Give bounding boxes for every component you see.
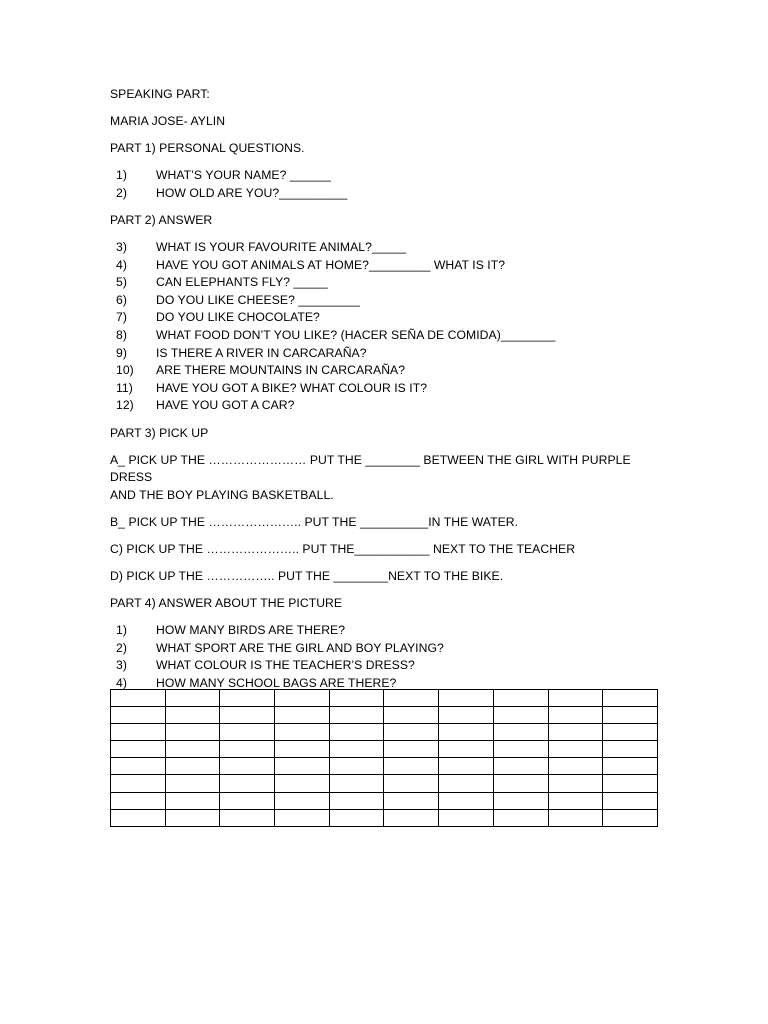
question-number: 4) xyxy=(116,676,127,691)
question-item xyxy=(110,309,670,327)
question-text: HOW OLD ARE YOU?__________ xyxy=(156,185,348,200)
grid-cell xyxy=(493,758,548,775)
grid-row xyxy=(111,792,658,809)
question-text: DO YOU LIKE CHOCOLATE? xyxy=(156,310,320,325)
grid-cell xyxy=(384,690,439,707)
grid-cell xyxy=(548,707,603,724)
grid-cell xyxy=(111,792,166,809)
grid-cell xyxy=(329,724,384,741)
grid-cell xyxy=(603,758,658,775)
grid-cell xyxy=(165,724,220,741)
grid-cell xyxy=(603,724,658,741)
grid-cell xyxy=(165,775,220,792)
question-number: 11) xyxy=(116,380,133,395)
question-number: 2) xyxy=(116,185,127,200)
grid-cell xyxy=(548,792,603,809)
grid-cell xyxy=(111,809,166,826)
question-text: WHAT COLOUR IS THE TEACHER’S DRESS? xyxy=(156,658,415,673)
question-number: 1) xyxy=(116,623,127,638)
question-number: 6) xyxy=(116,292,127,307)
grid-cell xyxy=(329,792,384,809)
grid-cell xyxy=(384,724,439,741)
question-item xyxy=(110,239,670,257)
grid-cell xyxy=(493,690,548,707)
grid-cell xyxy=(548,741,603,758)
grid-cell xyxy=(220,775,275,792)
grid-cell xyxy=(165,758,220,775)
grid-cell xyxy=(384,809,439,826)
question-item xyxy=(110,327,670,345)
grid-cell xyxy=(275,724,330,741)
question-number: 5) xyxy=(116,275,127,290)
question-text: WHAT SPORT ARE THE GIRL AND BOY PLAYING? xyxy=(156,640,444,655)
grid-cell xyxy=(275,690,330,707)
question-number: 8) xyxy=(116,328,127,343)
part4-list xyxy=(110,622,670,692)
question-item xyxy=(110,657,670,675)
grid-cell xyxy=(111,707,166,724)
pickup-instruction-d: D) PICK UP THE …………….. PUT THE ________NEXT TO THE BIKE. xyxy=(110,569,504,584)
grid-cell xyxy=(603,775,658,792)
question-item xyxy=(110,167,670,185)
grid-cell xyxy=(275,792,330,809)
question-item xyxy=(110,622,670,640)
grid-cell xyxy=(548,758,603,775)
grid-row xyxy=(111,809,658,826)
grid-cell xyxy=(548,809,603,826)
grid-cell xyxy=(439,741,494,758)
document-page xyxy=(110,86,670,702)
part2-heading: PART 2) ANSWER xyxy=(110,212,213,227)
question-text: HAVE YOU GOT A CAR? xyxy=(156,398,295,413)
question-number: 7) xyxy=(116,310,127,325)
question-text: HOW MANY BIRDS ARE THERE? xyxy=(156,623,346,638)
grid-cell xyxy=(275,758,330,775)
grid-cell xyxy=(111,741,166,758)
grid-row xyxy=(111,758,658,775)
pickup-a-line1: A_ PICK UP THE …………………… PUT THE ________ BETWEEN THE GIRL WITH PURPLE DRESS xyxy=(110,452,631,485)
question-number: 4) xyxy=(116,257,127,272)
question-item xyxy=(110,640,670,658)
grid-cell xyxy=(439,758,494,775)
grid-cell xyxy=(548,775,603,792)
grid-cell xyxy=(384,758,439,775)
grid-cell xyxy=(439,690,494,707)
grid-cell xyxy=(439,775,494,792)
grid-cell xyxy=(275,707,330,724)
grid-cell xyxy=(384,775,439,792)
grid-cell xyxy=(329,775,384,792)
question-text: WHAT IS YOUR FAVOURITE ANIMAL?_____ xyxy=(156,240,407,255)
question-text: WHAT FOOD DON’T YOU LIKE? (HACER SEÑA DE COMIDA)________ xyxy=(156,328,556,343)
grid-cell xyxy=(603,809,658,826)
grid-cell xyxy=(275,809,330,826)
pickup-instruction-a xyxy=(110,452,670,505)
question-text: ARE THERE MOUNTAINS IN CARCARAÑA? xyxy=(156,363,406,378)
grid-cell xyxy=(384,792,439,809)
question-number: 3) xyxy=(116,658,127,673)
student-names: MARIA JOSE- AYLIN xyxy=(110,114,226,129)
grid-cell xyxy=(220,809,275,826)
question-text: DO YOU LIKE CHEESE? _________ xyxy=(156,292,360,307)
grid-row xyxy=(111,741,658,758)
question-number: 9) xyxy=(116,345,127,360)
grid-cell xyxy=(275,775,330,792)
grid-cell xyxy=(220,758,275,775)
grid-cell xyxy=(439,724,494,741)
question-text: IS THERE A RIVER IN CARCARAÑA? xyxy=(156,345,367,360)
grid-cell xyxy=(220,792,275,809)
grid-body xyxy=(111,690,658,827)
grid-cell xyxy=(329,758,384,775)
grid-cell xyxy=(493,792,548,809)
question-number: 10) xyxy=(116,363,134,378)
grid-cell xyxy=(493,775,548,792)
grid-cell xyxy=(548,690,603,707)
grid-cell xyxy=(165,707,220,724)
part3-heading: PART 3) PICK UP xyxy=(110,425,209,440)
grid-cell xyxy=(439,707,494,724)
grid-cell xyxy=(111,775,166,792)
question-text: HAVE YOU GOT A BIKE? WHAT COLOUR IS IT? xyxy=(156,380,428,395)
pickup-instruction-c: C) PICK UP THE ………………….. PUT THE___________ NEXT TO THE TEACHER xyxy=(110,541,576,556)
question-item xyxy=(110,274,670,292)
question-item xyxy=(110,397,670,415)
question-item xyxy=(110,257,670,275)
grid-cell xyxy=(220,741,275,758)
grid-cell xyxy=(384,707,439,724)
grid-cell xyxy=(165,741,220,758)
part2-list xyxy=(110,239,670,415)
empty-grid-table xyxy=(110,689,658,827)
grid-cell xyxy=(165,792,220,809)
grid-cell xyxy=(329,690,384,707)
grid-cell xyxy=(111,758,166,775)
question-item xyxy=(110,185,670,203)
question-item xyxy=(110,380,670,398)
grid-cell xyxy=(493,707,548,724)
part1-heading: PART 1) PERSONAL QUESTIONS. xyxy=(110,141,305,156)
question-text: HOW MANY SCHOOL BAGS ARE THERE? xyxy=(156,676,397,691)
grid-cell xyxy=(111,690,166,707)
question-item xyxy=(110,345,670,363)
grid-cell xyxy=(493,724,548,741)
grid-cell xyxy=(439,809,494,826)
grid-cell xyxy=(220,707,275,724)
grid-cell xyxy=(220,690,275,707)
grid-cell xyxy=(493,741,548,758)
grid-cell xyxy=(603,690,658,707)
grid-row xyxy=(111,724,658,741)
grid-cell xyxy=(548,724,603,741)
question-item xyxy=(110,362,670,380)
document-title: SPEAKING PART: xyxy=(110,87,210,101)
question-number: 12) xyxy=(116,398,134,413)
grid-row xyxy=(111,775,658,792)
grid-cell xyxy=(165,690,220,707)
pickup-a-line2: AND THE BOY PLAYING BASKETBALL. xyxy=(110,487,334,502)
grid-cell xyxy=(603,741,658,758)
grid-cell xyxy=(493,809,548,826)
question-number: 1) xyxy=(116,168,127,183)
grid-cell xyxy=(603,707,658,724)
grid-cell xyxy=(384,741,439,758)
grid-cell xyxy=(329,809,384,826)
grid-cell xyxy=(111,724,166,741)
grid-cell xyxy=(329,707,384,724)
question-text: HAVE YOU GOT ANIMALS AT HOME?_________ WHAT IS IT? xyxy=(156,257,506,272)
grid-cell xyxy=(439,792,494,809)
grid-row xyxy=(111,707,658,724)
grid-cell xyxy=(275,741,330,758)
grid-row xyxy=(111,690,658,707)
question-number: 3) xyxy=(116,240,127,255)
grid-cell xyxy=(220,724,275,741)
question-item xyxy=(110,292,670,310)
grid-cell xyxy=(165,809,220,826)
part4-heading: PART 4) ANSWER ABOUT THE PICTURE xyxy=(110,596,343,611)
question-text: CAN ELEPHANTS FLY? _____ xyxy=(156,275,328,290)
pickup-instruction-b: B_ PICK UP THE ………………….. PUT THE __________IN THE WATER. xyxy=(110,514,519,529)
question-number: 2) xyxy=(116,640,127,655)
question-text: WHAT’S YOUR NAME? ______ xyxy=(156,168,331,183)
part1-list xyxy=(110,167,670,202)
grid-cell xyxy=(329,741,384,758)
grid-cell xyxy=(603,792,658,809)
